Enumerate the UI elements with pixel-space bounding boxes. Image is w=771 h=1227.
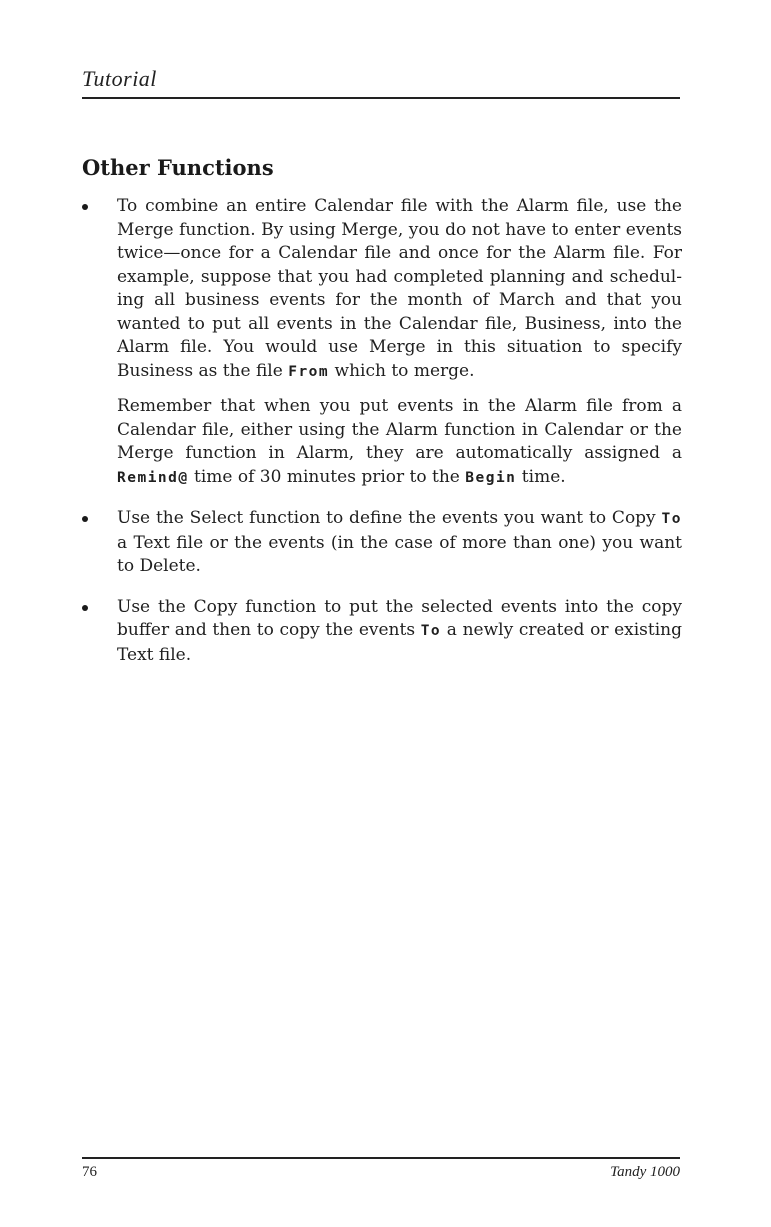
paragraph-select: Use the Select function to define the events you want to Copy To a Text file or the events (in the case of more than one) you want to Delete. [117,508,682,576]
footer-rule [82,1157,680,1159]
paragraph-copy: Use the Copy function to put the selected events into the copy buffer and then to copy the events To a newly created or existing Text file. [117,596,682,665]
body-content [82,195,682,684]
paragraph-merge: To combine an entire Calendar file with the Alarm file, use the Merge function. By using Merge, you do not have to enter events twice—once for a Calendar file and once for the Alarm file. For example, suppose that you had completed planning and scheduling all business events for the month of March and that you wanted to put all events in the Calendar file, Business, into the Alarm file. You would use Merge in this situation to specify Business as the file From which to merge. [117,196,682,381]
keyword-to: To [661,511,682,527]
bullet-icon [82,605,88,611]
keyword-to: To [420,623,442,639]
keyword-remind: Remind@ [117,469,189,486]
bullet-item-copy [82,596,682,668]
bullet-icon [82,516,88,522]
footer-title: Tandy 1000 [610,1164,680,1180]
keyword-from: From [288,363,330,380]
header-rule [82,97,680,99]
bullet-icon [82,204,88,210]
keyword-begin: Begin [465,469,517,486]
bullet-item-merge [82,195,682,490]
paragraph-remember: Remember that when you put events in the Alarm file from a Calendar file, either using the Alarm function in Calendar or the Merge function in Alarm, they are automatically assigned a Remind@ time of 30 minutes prior to the Begin time. [117,396,682,487]
bullet-item-select [82,507,682,579]
section-title: Other Functions [82,155,274,180]
value-30: 30 [259,466,282,487]
page-number: 76 [82,1164,97,1180]
running-head: Tutorial [82,66,157,91]
